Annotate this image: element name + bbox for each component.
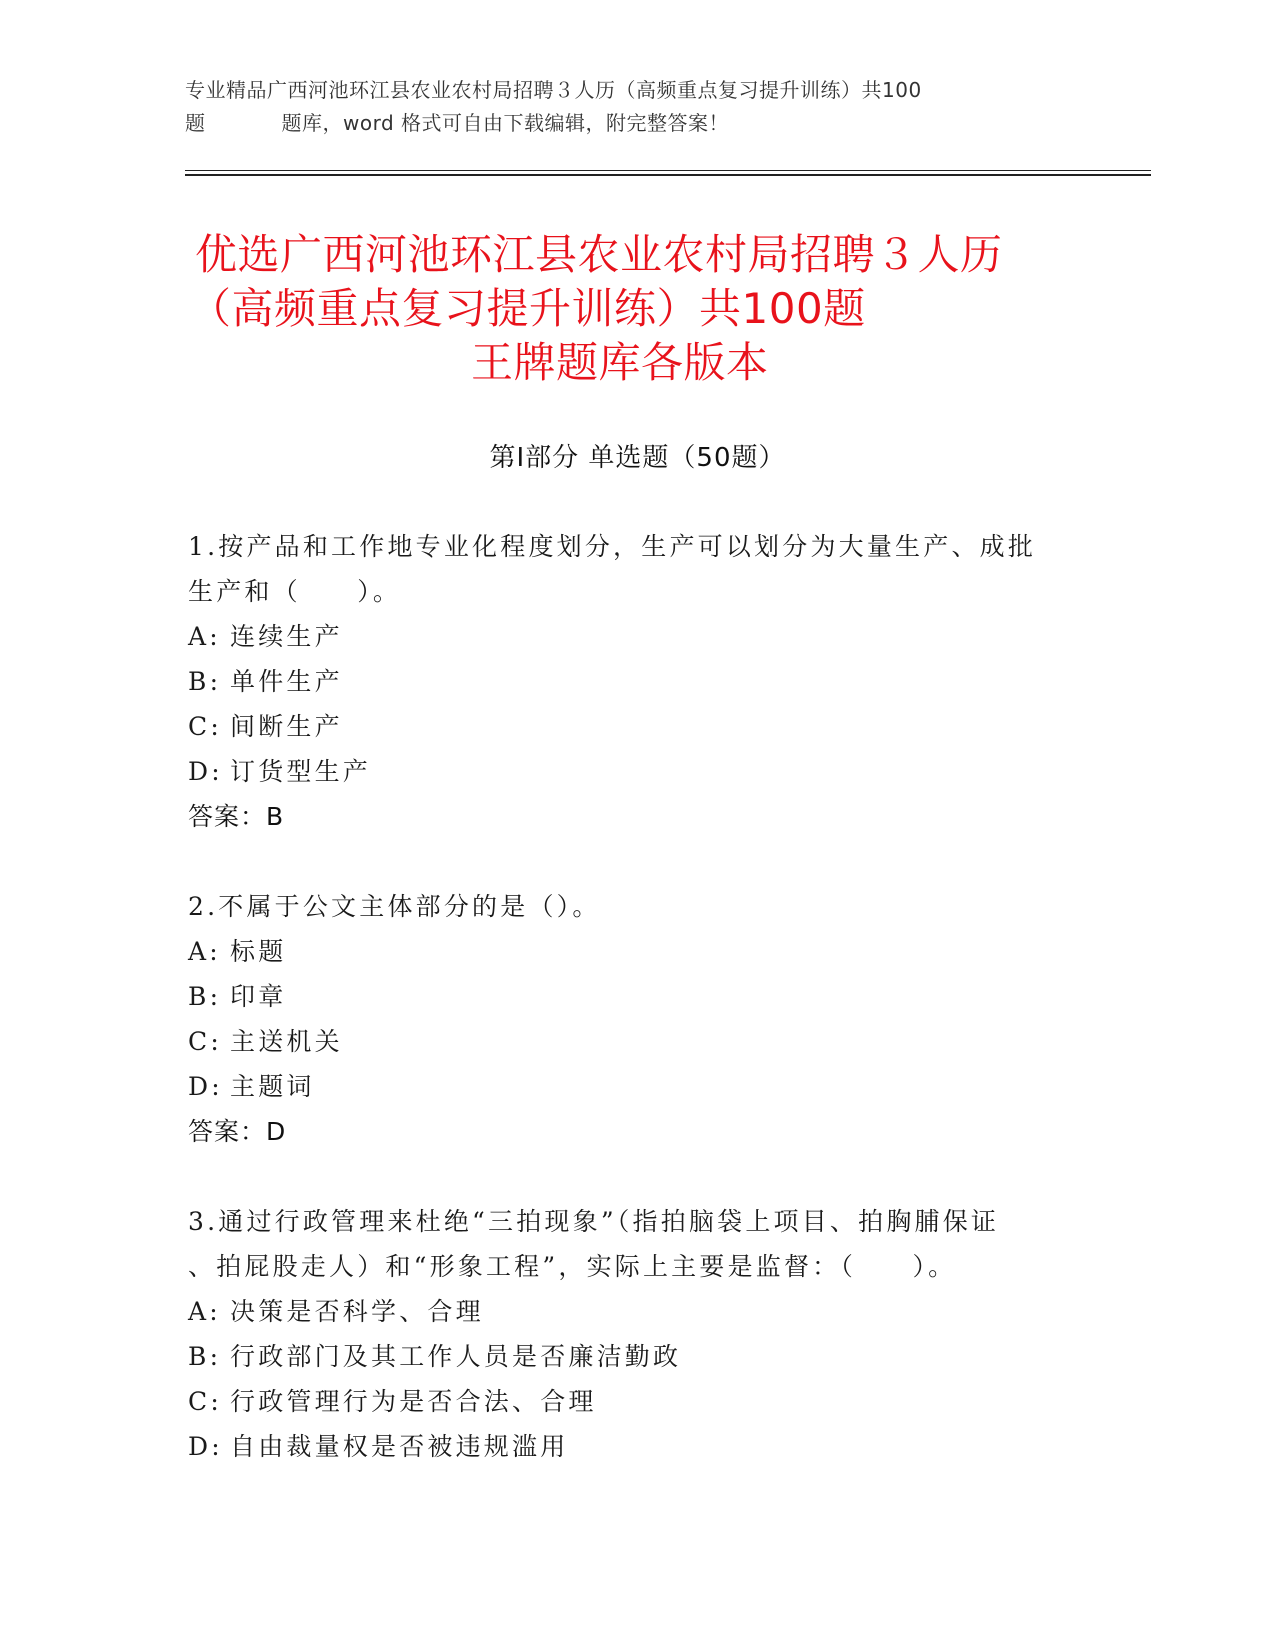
option-b (188, 659, 1068, 704)
question-stem (188, 884, 1068, 929)
header-note-line2 (185, 107, 1085, 140)
answer-line: 答案：D (188, 1117, 287, 1146)
option-text: 行政部门及其工作人员是否廉洁勤政 (230, 1342, 682, 1371)
option-a (188, 1289, 1068, 1334)
question-1 (188, 524, 1068, 839)
header-note-line1: 专业精品广西河池环江县农业农村局招聘３人历（高频重点复习提升训练）共100 (185, 78, 922, 102)
title-line1: 优选广西河池环江县农业农村局招聘３人历 (195, 230, 1003, 279)
header-note (185, 74, 1085, 140)
option-c (188, 1019, 1068, 1064)
header-rule-thin (185, 170, 1151, 171)
option-b (188, 974, 1068, 1019)
question-stem-line: 、拍屁股走人）和“形象工程”，实际上主要是监督：（ ）。 (188, 1252, 957, 1281)
option-text: 连续生产 (230, 622, 343, 651)
header-note-line2-end: 题库，word 格式可自由下载编辑，附完整答案！ (281, 111, 730, 135)
option-d (188, 749, 1068, 794)
option-key: C: (188, 1387, 222, 1416)
page-title (189, 228, 1095, 390)
option-text: 单件生产 (230, 667, 343, 696)
option-text: 行政管理行为是否合法、合理 (230, 1387, 597, 1416)
option-key: A: (188, 937, 221, 966)
option-a (188, 614, 1068, 659)
title-line2: （高频重点复习提升训练）共100题 (189, 284, 866, 333)
answer-line: 答案：B (188, 802, 285, 831)
option-text: 标题 (230, 937, 287, 966)
question-stem-line: 3.通过行政管理来杜绝“三拍现象”（指拍脑袋上项目、拍胸脯保证 (188, 1207, 1000, 1236)
header-note-line2-start: 题 (185, 111, 206, 135)
option-text: 主题词 (230, 1072, 315, 1101)
question-stem-line: 1.按产品和工作地专业化程度划分，生产可以划分为大量生产、成批 (188, 532, 1037, 561)
option-key: A: (188, 1297, 221, 1326)
question-list (188, 524, 1068, 1469)
option-key: C: (188, 1027, 222, 1056)
question-stem (188, 524, 1068, 614)
title-line3: 王牌题库各版本 (471, 338, 769, 387)
option-key: B: (188, 667, 222, 696)
option-key: B: (188, 982, 222, 1011)
option-key: D: (188, 1432, 223, 1461)
header-rule-thick (185, 174, 1151, 176)
option-d (188, 1064, 1068, 1109)
option-c (188, 1379, 1068, 1424)
option-key: B: (188, 1342, 222, 1371)
option-key: A: (188, 622, 221, 651)
option-key: D: (188, 757, 223, 786)
option-a (188, 929, 1068, 974)
option-text: 主送机关 (230, 1027, 343, 1056)
section-title: 第Ⅰ部分 单选题（50题） (489, 443, 786, 473)
option-text: 间断生产 (230, 712, 343, 741)
option-b (188, 1334, 1068, 1379)
option-text: 印章 (230, 982, 287, 1011)
option-c (188, 704, 1068, 749)
option-key: D: (188, 1072, 223, 1101)
question-stem (188, 1199, 1068, 1289)
option-text: 订货型生产 (230, 757, 372, 786)
question-stem-line: 2.不属于公文主体部分的是（）。 (188, 892, 601, 921)
question-3 (188, 1199, 1068, 1469)
question-2 (188, 884, 1068, 1154)
option-text: 自由裁量权是否被违规滥用 (230, 1432, 569, 1461)
option-key: C: (188, 712, 222, 741)
option-text: 决策是否科学、合理 (230, 1297, 484, 1326)
option-d (188, 1424, 1068, 1469)
question-stem-line: 生产和（ ）。 (188, 577, 402, 606)
